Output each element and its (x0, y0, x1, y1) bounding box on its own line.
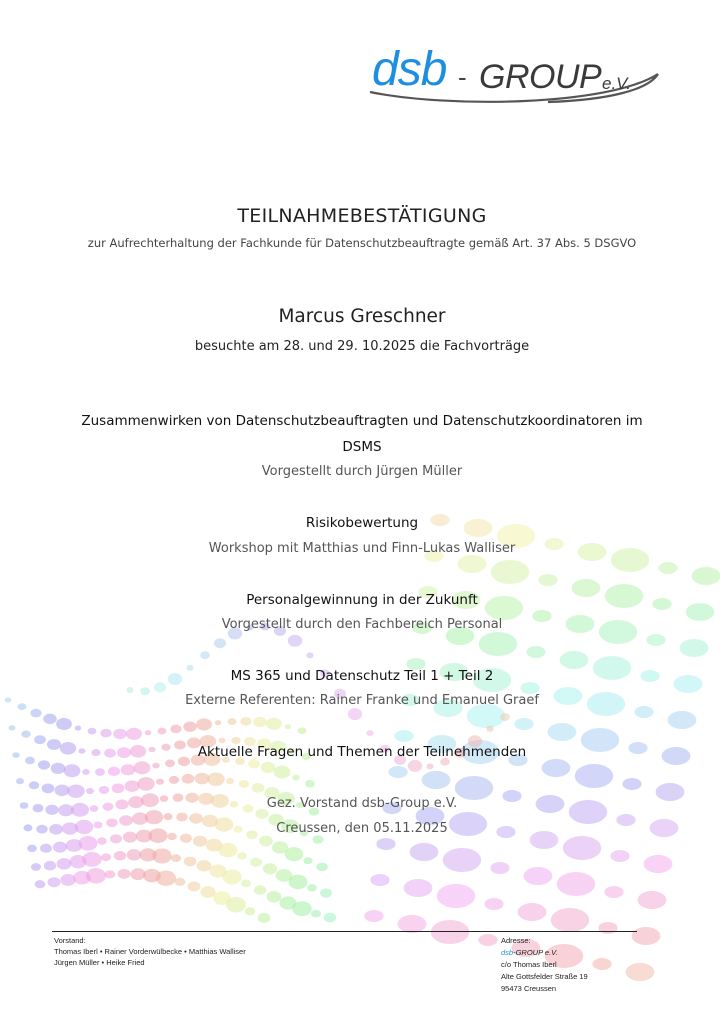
talk-4-title: MS 365 und Datenschutz Teil 1 + Teil 2 (230, 668, 494, 684)
logo-dsb-text: dsb (372, 43, 447, 96)
signature-line-1: Gez. Vorstand dsb-Group e.V. (266, 796, 458, 811)
attendance-statement: besuchte am 28. und 29. 10.2025 die Fachvorträge (194, 339, 530, 354)
talk-4-presenter: Externe Referenten: Rainer Franke und Emanuel Graef (185, 693, 539, 708)
board-members-line-2: Jürgen Müller • Heike Fried (54, 958, 145, 967)
board-label: Vorstand: (54, 936, 86, 945)
address-org-dsb: dsb (501, 948, 514, 957)
footer-address (501, 935, 588, 995)
talk-1-title-line-1: Zusammenwirken von Datenschutzbeauftragten und Datenschutzkoordinatoren im (81, 413, 643, 429)
logo-group-text: GROUP (479, 58, 602, 96)
participant-name: Marcus Greschner (278, 306, 446, 327)
certificate-subtitle: zur Aufrechterhaltung der Fachkunde für Datenschutzbeauftragte gemäß Art. 37 Abs. 5 DSGVO (87, 236, 637, 250)
talk-3-presenter: Vorgestellt durch den Fachbereich Personal (221, 617, 503, 632)
address-street: Alte Gottsfelder Straße 19 (501, 972, 588, 981)
talk-2-presenter: Workshop mit Matthias und Finn-Lukas Walliser (208, 541, 516, 556)
talk-5-title: Aktuelle Fragen und Themen der Teilnehmenden (197, 744, 527, 760)
logo-separator: - (458, 62, 467, 92)
talk-2-title: Risikobewertung (305, 515, 419, 531)
signature-line-2: Creussen, den 05.11.2025 (276, 821, 448, 836)
logo-ev-text: e.V. (602, 74, 631, 93)
board-members-line-1: Thomas Iberl • Rainer Vorderwülbecke • Matthias Walliser (54, 947, 246, 956)
footer-divider (52, 931, 637, 932)
certificate-title: TEILNAHMEBESTÄTIGUNG (237, 205, 487, 227)
address-label: Adresse: (501, 936, 531, 945)
address-co: c/o Thomas Iberl (501, 960, 557, 969)
dsb-group-logo (368, 40, 668, 110)
address-organisation (501, 947, 588, 959)
address-city: 95473 Creussen (501, 984, 557, 993)
footer-board (54, 935, 246, 968)
talk-1-presenter: Vorgestellt durch Jürgen Müller (261, 464, 463, 479)
address-org-rest: -GROUP e.V. (513, 948, 558, 957)
talk-1-title-line-2: DSMS (342, 439, 382, 455)
talk-3-title: Personalgewinnung in der Zukunft (246, 592, 478, 608)
